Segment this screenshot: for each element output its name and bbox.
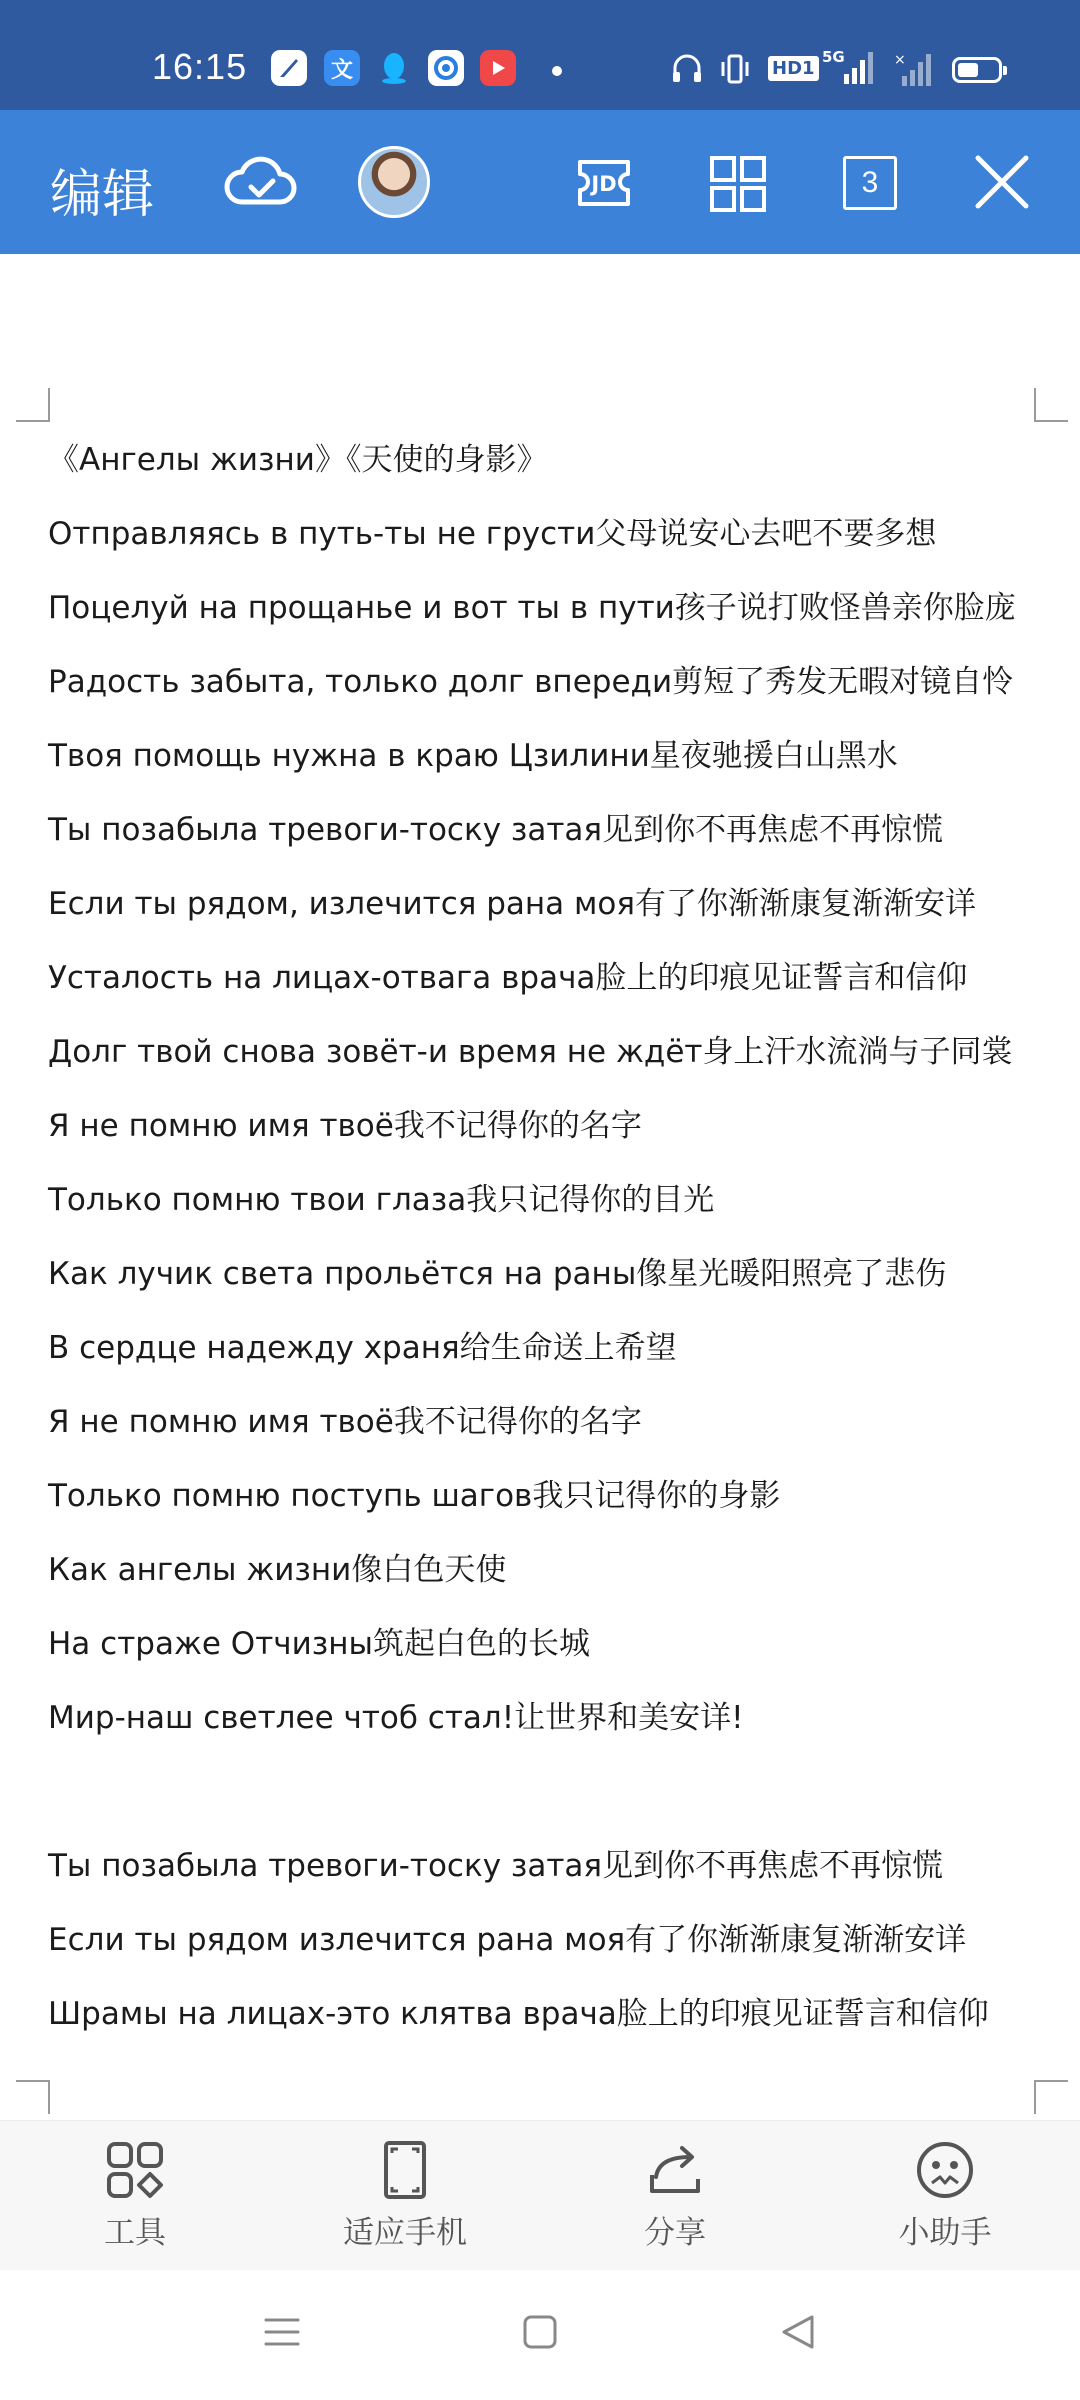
doc-line: Отправляясь в путь-ты не грусти父母说安心去吧不要多想 [48, 516, 937, 552]
app-header [0, 110, 1080, 254]
doc-line: Шрамы на лицах-это клятва врача脸上的印痕见证誓言和信仰 [48, 1996, 989, 2032]
doc-line: Ты позабыла тревоги-тоску затая见到你不再焦虑不再惊慌 [48, 1848, 944, 1884]
assistant-button[interactable] [860, 2139, 1030, 2252]
avatar[interactable] [358, 146, 430, 218]
doc-line: Если ты рядом излечится рана моя有了你渐渐康复渐渐安详 [48, 1922, 967, 1958]
signal-icon [892, 50, 936, 96]
share-icon [644, 2139, 706, 2201]
tools-icon [104, 2139, 166, 2201]
tools-button[interactable] [50, 2139, 220, 2252]
qq-app-icon [376, 50, 412, 86]
doc-line: Я не помню имя твоё我不记得你的名字 [48, 1108, 642, 1144]
doc-line: Как ангелы жизни像白色天使 [48, 1552, 507, 1588]
status-time: 16:15 [152, 46, 248, 87]
5g-signal-icon [822, 48, 874, 94]
home-icon[interactable] [520, 2312, 560, 2356]
jd-icon[interactable] [572, 154, 636, 216]
assistant-icon [914, 2139, 976, 2201]
tab-count-button[interactable]: 3 [843, 156, 897, 210]
close-icon[interactable] [972, 152, 1032, 216]
fit-screen-label: 适应手机 [343, 2215, 467, 2251]
doc-line: В сердце надежду храня给生命送上希望 [48, 1330, 677, 1366]
page-corner-mark [16, 388, 50, 422]
headset-icon [670, 52, 704, 92]
page-corner-mark [1034, 2080, 1068, 2114]
video-app-icon [480, 50, 516, 86]
doc-line: Я не помню имя твоё我不记得你的名字 [48, 1404, 642, 1440]
svg-text:×: × [894, 52, 906, 68]
hd-icon: HD1 [768, 56, 819, 81]
notification-dot [552, 66, 562, 76]
page-corner-mark [1034, 388, 1068, 422]
tools-label: 工具 [104, 2215, 166, 2251]
system-nav-bar [0, 2270, 1080, 2400]
translate-glyph: 文 [330, 57, 353, 83]
vibrate-icon [718, 52, 752, 92]
doc-line: Радость забыта, только долг впереди剪短了秀发无暇对镜自怜 [48, 664, 1014, 700]
battery-icon [952, 57, 1002, 83]
network-label: 5G [822, 48, 845, 66]
fit-screen-icon [374, 2139, 436, 2201]
status-bar [0, 0, 1080, 110]
share-label: 分享 [644, 2215, 706, 2251]
assistant-label: 小助手 [898, 2215, 992, 2251]
doc-title: 《Ангелы жизни》《天使的身影》 [48, 442, 548, 478]
share-button[interactable] [590, 2139, 760, 2252]
doc-line: Ты позабыла тревоги-тоску затая见到你不再焦虑不再惊慌 [48, 812, 944, 848]
doc-line: Поцелуй на прощанье и вот ты в пути孩子说打败怪兽亲你脸庞 [48, 590, 1016, 626]
doc-line: Только помню поступь шагов我只记得你的身影 [48, 1478, 781, 1514]
menu-icon[interactable] [262, 2312, 302, 2356]
browser-app-icon [428, 50, 464, 86]
bottom-toolbar [0, 2120, 1080, 2271]
grid-icon[interactable] [708, 154, 768, 218]
doc-line: Долг твой снова зовёт-и время не ждёт身上汗水流淌与子同裳 [48, 1034, 1013, 1070]
translate-app-icon [324, 50, 360, 86]
back-icon[interactable] [778, 2312, 818, 2356]
fit-screen-button[interactable] [320, 2139, 490, 2252]
doc-line: Как лучик света прольётся на раны像星光暖阳照亮了悲伤 [48, 1256, 947, 1292]
document-page[interactable] [0, 254, 1080, 2120]
edit-button[interactable]: 编辑 [50, 165, 155, 225]
doc-line: Усталость на лицах-отвага врача脸上的印痕见证誓言和信仰 [48, 960, 968, 996]
feather-app-icon [271, 50, 307, 86]
doc-line: Твоя помощь нужна в краю Цзилини星夜驰援白山黑水 [48, 738, 898, 774]
page-corner-mark [16, 2080, 50, 2114]
doc-line: Мир-наш светлее чтоб стал!让世界和美安详! [48, 1700, 744, 1736]
doc-line: На страже Отчизны筑起白色的长城 [48, 1626, 590, 1662]
doc-line: Если ты рядом, излечится рана моя有了你渐渐康复渐渐安详 [48, 886, 977, 922]
doc-line: Только помню твои глаза我只记得你的目光 [48, 1182, 715, 1218]
jd-label: JD [591, 172, 617, 196]
cloud-check-icon[interactable] [224, 150, 298, 216]
